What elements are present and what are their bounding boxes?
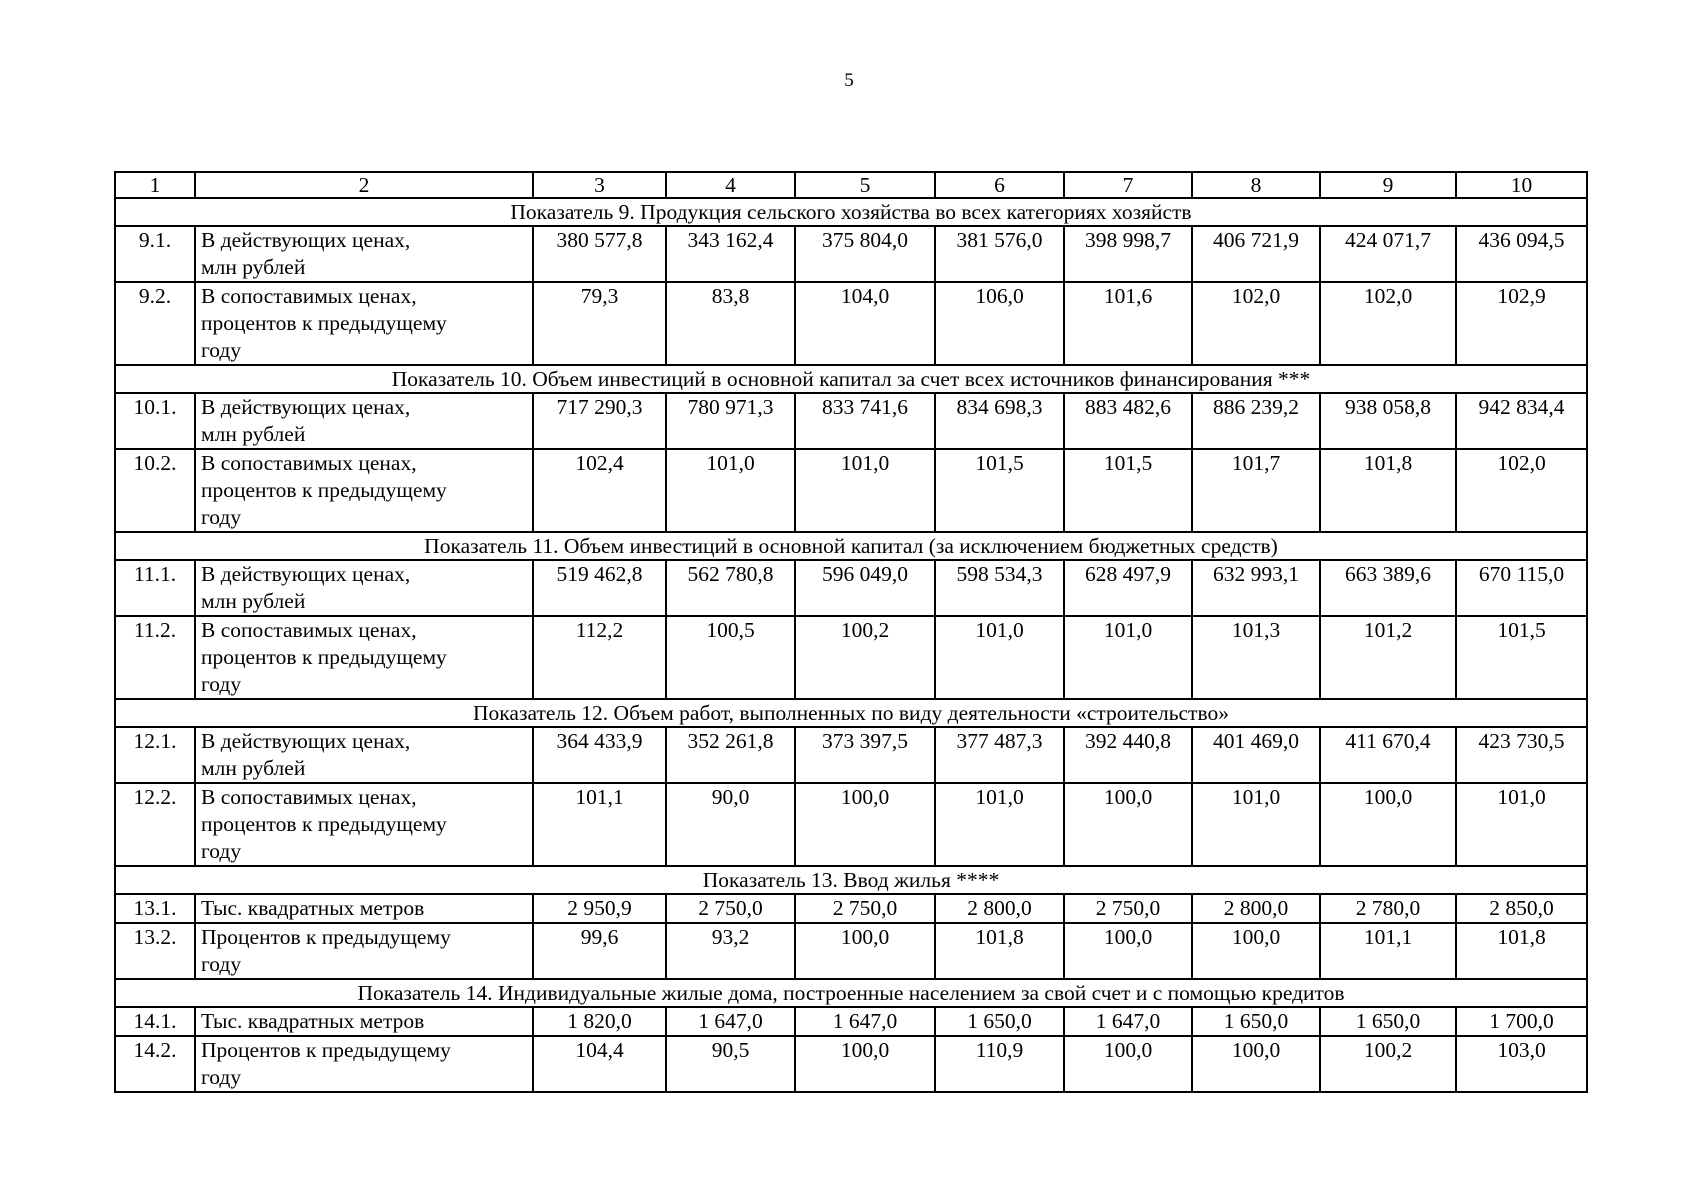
column-number-cell: 6 (935, 172, 1064, 198)
row-description-line: В действующих ценах, (201, 395, 411, 419)
indicator-title: Показатель 14. Индивидуальные жилые дома, построенные населением за свой счет и с помощью кредитов (115, 979, 1587, 1007)
indicator-title: Показатель 11. Объем инвестиций в основной капитал (за исключением бюджетных средств) (115, 532, 1587, 560)
value-cell: 2 780,0 (1320, 894, 1456, 923)
row-description-line: году (201, 505, 242, 529)
row-description-line: млн рублей (201, 589, 306, 613)
table-row (115, 1036, 1587, 1092)
table-body (115, 172, 1587, 1092)
value-cell: 1 650,0 (935, 1007, 1064, 1036)
value-cell: 2 750,0 (1064, 894, 1192, 923)
indicator-section-row (115, 532, 1587, 560)
column-number-cell: 10 (1456, 172, 1587, 198)
table-row (115, 894, 1587, 923)
value-cell: 780 971,3 (666, 393, 795, 449)
value-cell: 352 261,8 (666, 727, 795, 783)
indicator-title: Показатель 13. Ввод жилья **** (115, 866, 1587, 894)
row-description (195, 1007, 533, 1036)
value-cell: 102,9 (1456, 282, 1587, 365)
row-description-line: Тыс. квадратных метров (201, 1009, 425, 1033)
value-cell: 101,1 (1320, 923, 1456, 979)
value-cell: 834 698,3 (935, 393, 1064, 449)
row-description (195, 1036, 533, 1092)
value-cell: 598 534,3 (935, 560, 1064, 616)
value-cell: 670 115,0 (1456, 560, 1587, 616)
row-number: 14.1. (115, 1007, 195, 1036)
value-cell: 886 239,2 (1192, 393, 1320, 449)
table-row (115, 560, 1587, 616)
row-description-line: Тыс. квадратных метров (201, 896, 425, 920)
column-number-cell: 1 (115, 172, 195, 198)
value-cell: 401 469,0 (1192, 727, 1320, 783)
row-description-line: году (201, 952, 242, 976)
row-description (195, 783, 533, 866)
row-description-line: процентов к предыдущему (201, 645, 447, 669)
value-cell: 343 162,4 (666, 226, 795, 282)
row-description-line: году (201, 1065, 242, 1089)
row-description-line: млн рублей (201, 422, 306, 446)
value-cell: 100,0 (795, 1036, 935, 1092)
value-cell: 398 998,7 (1064, 226, 1192, 282)
value-cell: 377 487,3 (935, 727, 1064, 783)
table-row (115, 226, 1587, 282)
column-number-cell: 8 (1192, 172, 1320, 198)
value-cell: 1 650,0 (1320, 1007, 1456, 1036)
row-description-line: В сопоставимых ценах, (201, 451, 417, 475)
row-description (195, 727, 533, 783)
row-description-line: году (201, 839, 242, 863)
row-description-line: В сопоставимых ценах, (201, 618, 417, 642)
row-description (195, 616, 533, 699)
column-number-cell: 3 (533, 172, 666, 198)
row-description-line: году (201, 672, 242, 696)
row-description (195, 894, 533, 923)
indicators-table (114, 171, 1588, 1093)
indicator-section-row (115, 198, 1587, 226)
row-description-line: В действующих ценах, (201, 562, 411, 586)
table-row (115, 282, 1587, 365)
value-cell: 100,0 (795, 923, 935, 979)
indicator-title: Показатель 10. Объем инвестиций в основной капитал за счет всех источников финансирования *** (115, 365, 1587, 393)
value-cell: 90,5 (666, 1036, 795, 1092)
value-cell: 101,1 (533, 783, 666, 866)
value-cell: 423 730,5 (1456, 727, 1587, 783)
value-cell: 102,0 (1456, 449, 1587, 532)
value-cell: 90,0 (666, 783, 795, 866)
value-cell: 93,2 (666, 923, 795, 979)
value-cell: 101,5 (935, 449, 1064, 532)
column-number-cell: 9 (1320, 172, 1456, 198)
value-cell: 519 462,8 (533, 560, 666, 616)
value-cell: 411 670,4 (1320, 727, 1456, 783)
value-cell: 833 741,6 (795, 393, 935, 449)
value-cell: 938 058,8 (1320, 393, 1456, 449)
row-description-line: процентов к предыдущему (201, 812, 447, 836)
row-description (195, 393, 533, 449)
value-cell: 112,2 (533, 616, 666, 699)
column-number-cell: 5 (795, 172, 935, 198)
value-cell: 104,4 (533, 1036, 666, 1092)
column-number-cell: 2 (195, 172, 533, 198)
value-cell: 380 577,8 (533, 226, 666, 282)
value-cell: 100,0 (1064, 1036, 1192, 1092)
value-cell: 2 950,9 (533, 894, 666, 923)
row-number: 10.2. (115, 449, 195, 532)
value-cell: 596 049,0 (795, 560, 935, 616)
value-cell: 100,0 (1192, 923, 1320, 979)
row-number: 13.1. (115, 894, 195, 923)
row-number: 11.2. (115, 616, 195, 699)
row-description (195, 282, 533, 365)
value-cell: 102,0 (1192, 282, 1320, 365)
value-cell: 1 647,0 (666, 1007, 795, 1036)
table-row (115, 783, 1587, 866)
indicator-title: Показатель 9. Продукция сельского хозяйства во всех категориях хозяйств (115, 198, 1587, 226)
value-cell: 2 750,0 (666, 894, 795, 923)
value-cell: 102,4 (533, 449, 666, 532)
value-cell: 632 993,1 (1192, 560, 1320, 616)
column-number-cell: 7 (1064, 172, 1192, 198)
value-cell: 100,0 (1192, 1036, 1320, 1092)
value-cell: 663 389,6 (1320, 560, 1456, 616)
value-cell: 2 850,0 (1456, 894, 1587, 923)
row-description-line: Процентов к предыдущему (201, 1038, 451, 1062)
indicator-section-row (115, 979, 1587, 1007)
value-cell: 100,5 (666, 616, 795, 699)
row-description-line: млн рублей (201, 756, 306, 780)
value-cell: 100,2 (795, 616, 935, 699)
value-cell: 101,0 (795, 449, 935, 532)
row-description-line: процентов к предыдущему (201, 478, 447, 502)
value-cell: 83,8 (666, 282, 795, 365)
row-description (195, 923, 533, 979)
value-cell: 101,5 (1064, 449, 1192, 532)
value-cell: 102,0 (1320, 282, 1456, 365)
row-description-line: Процентов к предыдущему (201, 925, 451, 949)
value-cell: 2 800,0 (935, 894, 1064, 923)
value-cell: 375 804,0 (795, 226, 935, 282)
table-row (115, 1007, 1587, 1036)
page-number: 5 (844, 70, 854, 91)
value-cell: 101,0 (935, 616, 1064, 699)
row-description (195, 560, 533, 616)
value-cell: 883 482,6 (1064, 393, 1192, 449)
indicator-section-row (115, 866, 1587, 894)
column-number-row (115, 172, 1587, 198)
value-cell: 101,2 (1320, 616, 1456, 699)
value-cell: 406 721,9 (1192, 226, 1320, 282)
value-cell: 1 647,0 (795, 1007, 935, 1036)
value-cell: 717 290,3 (533, 393, 666, 449)
value-cell: 101,0 (935, 783, 1064, 866)
row-description-line: В действующих ценах, (201, 228, 411, 252)
value-cell: 2 800,0 (1192, 894, 1320, 923)
value-cell: 562 780,8 (666, 560, 795, 616)
row-description-line: млн рублей (201, 255, 306, 279)
indicator-title: Показатель 12. Объем работ, выполненных по виду деятельности «строительство» (115, 699, 1587, 727)
value-cell: 436 094,5 (1456, 226, 1587, 282)
value-cell: 101,6 (1064, 282, 1192, 365)
row-number: 13.2. (115, 923, 195, 979)
row-description-line: году (201, 338, 242, 362)
row-number: 14.2. (115, 1036, 195, 1092)
value-cell: 392 440,8 (1064, 727, 1192, 783)
table-row (115, 616, 1587, 699)
indicator-section-row (115, 699, 1587, 727)
value-cell: 1 650,0 (1192, 1007, 1320, 1036)
row-number: 11.1. (115, 560, 195, 616)
value-cell: 381 576,0 (935, 226, 1064, 282)
table-row (115, 393, 1587, 449)
row-description (195, 226, 533, 282)
row-number: 12.1. (115, 727, 195, 783)
value-cell: 101,0 (1064, 616, 1192, 699)
value-cell: 101,8 (1320, 449, 1456, 532)
value-cell: 2 750,0 (795, 894, 935, 923)
value-cell: 101,0 (1192, 783, 1320, 866)
value-cell: 101,5 (1456, 616, 1587, 699)
value-cell: 99,6 (533, 923, 666, 979)
row-description-line: В сопоставимых ценах, (201, 785, 417, 809)
value-cell: 101,0 (1456, 783, 1587, 866)
value-cell: 100,0 (1064, 923, 1192, 979)
value-cell: 100,2 (1320, 1036, 1456, 1092)
row-description-line: В сопоставимых ценах, (201, 284, 417, 308)
row-description-line: В действующих ценах, (201, 729, 411, 753)
value-cell: 101,8 (1456, 923, 1587, 979)
value-cell: 628 497,9 (1064, 560, 1192, 616)
value-cell: 101,0 (666, 449, 795, 532)
value-cell: 79,3 (533, 282, 666, 365)
value-cell: 1 700,0 (1456, 1007, 1587, 1036)
value-cell: 106,0 (935, 282, 1064, 365)
row-number: 10.1. (115, 393, 195, 449)
value-cell: 100,0 (1064, 783, 1192, 866)
value-cell: 110,9 (935, 1036, 1064, 1092)
value-cell: 101,3 (1192, 616, 1320, 699)
value-cell: 1 647,0 (1064, 1007, 1192, 1036)
row-description-line: процентов к предыдущему (201, 311, 447, 335)
value-cell: 100,0 (795, 783, 935, 866)
row-number: 9.2. (115, 282, 195, 365)
value-cell: 373 397,5 (795, 727, 935, 783)
row-description (195, 449, 533, 532)
column-number-cell: 4 (666, 172, 795, 198)
value-cell: 100,0 (1320, 783, 1456, 866)
value-cell: 1 820,0 (533, 1007, 666, 1036)
value-cell: 104,0 (795, 282, 935, 365)
value-cell: 942 834,4 (1456, 393, 1587, 449)
table-row (115, 727, 1587, 783)
value-cell: 364 433,9 (533, 727, 666, 783)
value-cell: 103,0 (1456, 1036, 1587, 1092)
row-number: 12.2. (115, 783, 195, 866)
value-cell: 101,7 (1192, 449, 1320, 532)
table-row (115, 449, 1587, 532)
table-row (115, 923, 1587, 979)
row-number: 9.1. (115, 226, 195, 282)
indicator-section-row (115, 365, 1587, 393)
value-cell: 424 071,7 (1320, 226, 1456, 282)
value-cell: 101,8 (935, 923, 1064, 979)
